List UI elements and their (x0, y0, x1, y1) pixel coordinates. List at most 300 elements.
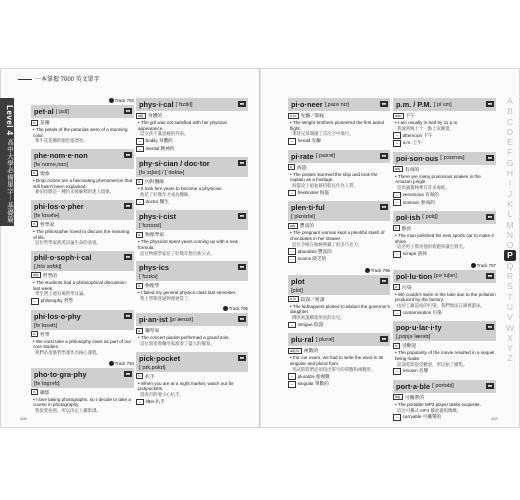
related-tag: ↔ (395, 200, 399, 205)
example-translation: 牽牛花花瓣的顏色很漂亮。 (35, 138, 88, 144)
headword: plot (291, 276, 305, 286)
exam-badge: ■■ (239, 214, 244, 219)
exam-badge: ■■ (125, 254, 130, 259)
headword-bar (136, 313, 248, 326)
dictionary-entry (31, 200, 134, 246)
cd-icon (365, 268, 370, 273)
example-translation: 我很愛拍照，所以決定上攝影課。 (35, 407, 101, 413)
related-tag: ↔ (138, 399, 142, 404)
alphabet-letter-m[interactable]: M (506, 219, 514, 230)
related-word (393, 192, 496, 199)
example-translation: 萊特兄弟開創了首次空中飛行。 (292, 131, 354, 137)
example-sentence: • It took him years to become a physician. (138, 186, 248, 192)
part-of-speech (136, 373, 248, 380)
exam-badge: ■■ (381, 153, 386, 158)
dictionary-entry (393, 380, 496, 421)
part-of-speech (288, 347, 390, 354)
dictionary-entry (136, 98, 248, 152)
example-sentence: • The man polished his new sports car to make it shine. (395, 233, 496, 244)
cd-icon (109, 98, 114, 103)
phonetic: [fəˈzɪʃən] / [ˈdɑktɚ] (136, 170, 248, 177)
related-word-text: mental 精神的 (145, 145, 175, 151)
related-tag: ↔ (33, 298, 37, 303)
part-of-speech (136, 231, 248, 238)
alphabet-letter-c[interactable]: C (506, 116, 514, 127)
pos-tag: n. (33, 171, 36, 176)
headword: plu·ral (291, 335, 314, 345)
pos-tag: adj. (395, 167, 401, 172)
part-of-speech (136, 282, 248, 289)
related-word (288, 256, 390, 263)
example-sentence: • Drop circles are a fascinating phenomenon that still hasn't been explained. (33, 178, 134, 189)
dictionary-column-2 (136, 98, 248, 410)
example-sentence: • The portable MP3 player tasks exquisite. (395, 402, 496, 408)
dictionary-entry (288, 150, 390, 197)
alphabet-letter-k[interactable]: K (507, 198, 513, 209)
alphabet-letter-l[interactable]: L (507, 209, 513, 220)
example-translation: 他花了好幾年才成為醫師。 (140, 192, 193, 198)
exam-badge: ■■ (381, 278, 386, 283)
example-sentence: • We couldn't swim in the lake due to the pollution produced by the factory. (395, 292, 496, 303)
dictionary-entry (393, 211, 496, 258)
alphabet-letter-n[interactable]: N (506, 229, 514, 240)
pos-tag: n. (138, 232, 141, 237)
headword-bar (136, 352, 248, 365)
phonetic: [,fɪləˈsɑfɪkḷ] (31, 264, 134, 271)
track-label (288, 268, 390, 273)
headword-bar (136, 157, 248, 170)
definition: 扒手 (145, 374, 155, 380)
headword: pi·an·ist (139, 315, 168, 325)
part-of-speech (31, 272, 134, 279)
pos-tag: adv. (395, 113, 402, 118)
book-title: 一本掌握 7000 英文單字 (18, 74, 100, 83)
dictionary-entry (136, 157, 248, 205)
dictionary-entry (288, 201, 390, 262)
alphabet-letter-e[interactable]: E (507, 137, 513, 148)
example-translation: 這台可攜式 MP3 播放器很精緻。 (397, 407, 462, 413)
page-number-right: 407 (491, 416, 498, 421)
related-word-text: doctor 醫生 (145, 198, 169, 204)
example-translation: 這位物理學家花了好幾年想出新公式。 (140, 250, 215, 256)
related-word (288, 138, 390, 145)
related-tag: ↔ (138, 199, 142, 204)
alphabet-letter-f[interactable]: F (507, 147, 513, 158)
part-of-speech (393, 284, 496, 291)
track-number: Track 797 (476, 262, 496, 268)
related-tag: ↔ (290, 256, 294, 261)
part-of-speech (136, 112, 248, 119)
alphabet-letter-q[interactable]: Q (506, 260, 514, 271)
related-word (288, 248, 390, 255)
related-word (31, 298, 134, 305)
definition: 陰謀／密謀 (300, 297, 325, 303)
headword: pol·ish (396, 212, 421, 222)
example-translation: 逛夜市時要小心扒手。 (140, 392, 184, 398)
related-word-text: philosophy 哲學 (40, 298, 74, 304)
definition: 污染 (402, 285, 412, 291)
related-tag: ↔ (395, 192, 399, 197)
headword: p.m. / P.M. (396, 100, 432, 109)
dictionary-entry (31, 149, 134, 195)
related-word (393, 251, 496, 258)
headword: phys·i·cal (139, 100, 174, 109)
exam-badge: ■■ (239, 102, 244, 106)
cd-icon (471, 263, 476, 268)
example-sentence: • For our exam, we had to write the word in its singular and plural form. (290, 355, 390, 366)
track-label (31, 361, 134, 366)
related-word (393, 310, 496, 317)
dictionary-entry (136, 352, 248, 406)
headword-bar (136, 98, 248, 111)
example-sentence: • The kidnappers plotted to abduct the governor's daughter. (290, 304, 390, 315)
phonetic: [pəˈluʃən] (434, 273, 457, 280)
exam-badge: ■■ (487, 325, 492, 330)
pos-tag: n. (395, 285, 398, 290)
part-of-speech (136, 327, 248, 334)
alphabet-letter-u[interactable]: U (506, 301, 514, 312)
related-word (136, 146, 248, 153)
headword-bar (136, 210, 248, 223)
related-word-text: renown 名聲 (402, 368, 429, 374)
definition: 物理學 (145, 284, 160, 290)
related-tag: ↔ (290, 190, 294, 195)
dictionary-entry (136, 210, 248, 256)
dictionary-column-1 (31, 98, 134, 418)
exam-badge: ■■ (125, 109, 130, 113)
exam-badge: ■■ (381, 337, 386, 342)
example-translation: 這名男子擦亮他的新跑車讓它發光。 (397, 244, 468, 250)
dictionary-entry (393, 270, 496, 317)
phonetic: [plɑt] (288, 288, 390, 295)
book-gutter (259, 68, 261, 428)
alphabet-letter-z[interactable]: Z (507, 353, 513, 364)
example-sentence: • There are many poisonous snakes in the Amazon jungle. (395, 174, 496, 185)
pos-tag: n./v. (290, 297, 297, 302)
phonetic: [ˈfɪzɪsɪst] (136, 223, 248, 230)
alphabet-letter-d[interactable]: D (506, 126, 514, 137)
example-sentence: • I love taking photographs, so I decide to take a course in photography. (33, 397, 134, 408)
related-word (288, 381, 390, 388)
related-word (136, 399, 248, 406)
phonetic: [piˈænɪst] (169, 316, 194, 323)
related-tag: ↔ (395, 415, 399, 420)
related-word-text: carryable 可攜帶的 (402, 414, 442, 420)
dictionary-entry (31, 310, 134, 356)
example-sentence: • The pregnant woman kept a plentiful stash of chocolates in her drawer. (290, 230, 390, 241)
dictionary-column-3 (288, 98, 390, 393)
phonetic: [fəˈnɑmə,nɑn] (31, 162, 134, 169)
alphabet-letter-g[interactable]: G (506, 157, 514, 168)
part-of-speech (136, 178, 248, 185)
part-of-speech (31, 331, 134, 338)
cd-icon (223, 306, 228, 311)
pos-tag: n. (138, 374, 141, 379)
exam-badge: ■■ (381, 205, 386, 210)
exam-badge: ■■ (125, 313, 130, 318)
related-tag: ↔ (138, 138, 142, 143)
level-label: Level 4 (5, 104, 14, 136)
dictionary-entry (136, 261, 248, 301)
headword: poi·son·ous (396, 153, 439, 163)
exam-badge: ■■ (239, 161, 244, 166)
part-of-speech (31, 221, 134, 228)
phonetic: [ˈportəbḷ] (432, 383, 454, 390)
phonetic: [ˈplɛntɪfəl] (288, 214, 390, 221)
headword-bar (31, 149, 134, 162)
related-tag: ↔ (290, 374, 294, 379)
pos-tag: n./v. (290, 113, 297, 118)
definition: 海盜 (297, 165, 307, 171)
related-word (393, 199, 496, 206)
dictionary-entry (31, 105, 134, 144)
definition: 攝影 (40, 390, 50, 396)
exam-badge: ■■ (125, 371, 130, 376)
exam-badge: ■■ (487, 273, 492, 278)
part-of-speech (288, 164, 390, 171)
headword: pol·lu·tion (396, 271, 433, 281)
headword-bar (393, 270, 496, 283)
phonetic: [ˈpɑlɪʃ] (422, 214, 438, 221)
related-tag: ↔ (395, 369, 399, 374)
headword: phys·ics (139, 263, 169, 273)
definition: 花瓣 (40, 121, 50, 126)
pos-tag: n. (138, 328, 141, 333)
alphabet-letter-j[interactable]: J (507, 188, 513, 199)
example-sentence: • The girl was not satisfied with her physical appearance. (138, 120, 248, 131)
definition: 複數的 (303, 349, 319, 355)
pos-tag: n. (290, 165, 293, 170)
phonetic: [ˈpaɪrət] (315, 153, 335, 160)
part-of-speech (393, 112, 496, 119)
alphabet-index (504, 96, 516, 364)
headword-bar (393, 380, 496, 393)
related-word-text: abundant 豐富的 (297, 248, 332, 254)
definition: 有毒的 (404, 167, 420, 173)
headword-bar (393, 152, 496, 165)
pos-tag: adj. (33, 273, 39, 278)
example-translation: 這位演奏會鋼琴家演奏了盛大的獨奏。 (140, 341, 215, 347)
example-translation: 亞馬遜叢林裡有許多毒蛇。 (397, 185, 450, 191)
related-word-text: scrape 刮掉 (402, 251, 427, 257)
definition: 豐富的 (299, 224, 315, 230)
dictionary-entry (288, 275, 390, 329)
headword: phys·i·cist (139, 212, 176, 222)
related-tag: ↔ (395, 140, 399, 145)
definition: 先驅／開拓 (300, 114, 325, 119)
headword: plen·ti·ful (291, 203, 325, 213)
dictionary-entry (393, 321, 496, 375)
example-sentence: • The physicist spent years coming up with a new formula. (138, 239, 248, 250)
exam-badge: ■■ (125, 152, 130, 157)
definition: 哲學 (40, 332, 50, 338)
related-word (393, 368, 496, 375)
headword: phe·nom·e·non (34, 150, 88, 160)
headword: pop·u·lar·i·ty (396, 323, 442, 333)
alphabet-letter-w[interactable]: W (505, 322, 515, 333)
example-translation: 這女孩不滿意她的外表。 (140, 131, 189, 137)
related-tag: ↔ (290, 322, 294, 327)
dictionary-entry (136, 313, 248, 346)
headword: port·a·ble (396, 381, 431, 391)
example-sentence: • The petals of the petunias were of a stunning color. (33, 127, 134, 138)
phonetic: [ˈfɪzɪkḷ] (175, 101, 193, 108)
headword-bar (288, 98, 390, 111)
headword: pet·al (34, 107, 54, 116)
related-word (288, 322, 390, 329)
related-tag: ↔ (290, 381, 294, 386)
related-word-text: nontoxic 無毒的 (402, 199, 435, 205)
alphabet-letter-v[interactable]: V (507, 312, 513, 323)
pos-tag: n. (138, 179, 141, 184)
dictionary-column-4 (393, 98, 496, 426)
headword-bar (393, 211, 496, 224)
alphabet-letter-h[interactable]: H (506, 168, 514, 179)
alphabet-letter-x[interactable]: X (507, 332, 513, 343)
part-of-speech (288, 296, 390, 303)
example-translation: 由於工廠造成的污染，我們無法在湖裡游泳。 (397, 303, 485, 308)
example-sentence: • The pirates stormed the ship and took the captain as a hostage. (290, 172, 390, 183)
pos-tag: n. (33, 120, 36, 125)
related-word-text: contamination 污染 (402, 309, 442, 315)
definition: 受歡迎 (402, 344, 417, 350)
related-tag: ↔ (138, 146, 142, 151)
headword-bar (31, 368, 134, 381)
alphabet-letter-i[interactable]: I (508, 178, 512, 189)
pos-tag: n. (138, 283, 141, 288)
alphabet-letter-p[interactable]: P (504, 250, 516, 260)
exam-badge: ■■ (239, 355, 244, 360)
definition: 內科醫師 (145, 180, 165, 186)
phonetic: [fəˈlɑsəfɪ] (31, 323, 134, 330)
related-word (393, 132, 496, 139)
dictionary-entry (31, 368, 134, 414)
headword: pi·o·neer (291, 100, 323, 109)
example-translation: 麥田怪圈是一種仍未被解釋的迷人現象。 (35, 189, 115, 195)
part-of-speech (288, 222, 390, 229)
alphabet-letter-a[interactable]: A (507, 96, 513, 106)
exam-badge: ■■ (487, 383, 492, 388)
related-word-text: singular 單數的 (297, 381, 329, 387)
alphabet-letter-r[interactable]: R (506, 271, 514, 282)
related-word-text: venomous 有毒的 (402, 191, 439, 197)
alphabet-letter-b[interactable]: B (507, 106, 513, 117)
exam-badge: ■■ (487, 214, 492, 219)
related-word (288, 373, 390, 380)
phonetic: [,pɑpjəˈlærətɪ] (393, 334, 496, 341)
pos-tag: v. (395, 226, 398, 231)
headword: pho·to·gra·phy (34, 369, 87, 379)
pos-tag: adj./n. (290, 348, 300, 353)
definition: 物理學家 (145, 233, 165, 239)
headword: pick·pocket (139, 353, 181, 363)
headword: pi·rate (291, 151, 314, 161)
related-word-text: pluralize 使複數 (297, 373, 330, 379)
definition: 身體的 (147, 114, 163, 119)
example-translation: 這部電影很受歡迎，所以拍了續集。 (397, 361, 468, 367)
alphabet-letter-o[interactable]: O (506, 240, 514, 251)
headword-bar (31, 105, 134, 118)
example-translation: 我上學期普通物理被當了。 (140, 295, 193, 301)
headword-bar (31, 251, 134, 264)
related-word-text: lifter 扒手 (145, 398, 165, 404)
headword-bar (288, 333, 390, 346)
example-translation: 我們必須修哲學課作為核心課程。 (35, 350, 101, 356)
alphabet-letter-y[interactable]: Y (507, 343, 513, 354)
example-sentence: • The concert pianist performed a grand solo. (138, 335, 248, 341)
pos-tag: n. (395, 343, 398, 348)
headword-bar (31, 200, 134, 213)
example-sentence: • I am usually in bed by 11 p.m. (395, 120, 496, 126)
example-sentence: • I failed my general physics class last semester. (138, 290, 248, 296)
definition: 現象 (40, 171, 50, 177)
dictionary-entry (393, 98, 496, 147)
example-translation: 我通常晚上十一點上床睡覺。 (397, 125, 455, 131)
exam-badge: ■■ (239, 265, 244, 270)
track-number: Track 795 (228, 306, 248, 312)
example-translation: 考試時我們必須寫出單字的單數和複數形。 (292, 366, 376, 372)
related-word (393, 140, 496, 147)
related-word-text: afternoon 下午 (402, 132, 433, 138)
definition: 哲學的 (42, 273, 58, 279)
definition: 可攜帶的 (404, 395, 424, 401)
exam-badge: ■■ (239, 317, 244, 322)
headword-bar (136, 261, 248, 274)
level-tab (0, 98, 14, 226)
definition: 哲學家 (40, 222, 55, 228)
exam-badge: ■■ (125, 203, 130, 208)
headword-bar (393, 98, 496, 111)
phonetic: [,paɪəˈnɪr] (324, 101, 350, 108)
example-translation: 這位孕婦在抽屜裡藏了很多巧克力。 (292, 241, 363, 247)
part-of-speech (288, 112, 390, 119)
phonetic: [ˈfɪzɪks] (136, 274, 248, 281)
definition: 擦亮 (401, 226, 412, 232)
pos-tag: n. (33, 222, 36, 227)
headword-bar (288, 150, 390, 163)
track-number: Track 794 (114, 360, 134, 366)
example-sentence: • The Wright brothers pioneered the first aerial flight. (290, 120, 390, 131)
phonetic: [ˈpɛtḷ] (55, 108, 69, 115)
headword-bar (393, 321, 496, 334)
headword: phy·si·cian / doc·tor (139, 159, 210, 169)
example-translation: 學生們上週有場哲學討論。 (35, 291, 88, 297)
related-word (136, 138, 248, 145)
part-of-speech (31, 170, 134, 177)
phonetic: [fəˈtɑgrəfɪ] (31, 381, 134, 388)
track-label (136, 306, 248, 311)
example-sentence: • When you are at a night market, watch out for pickpockets. (138, 381, 248, 392)
exam-badge: ■■ (487, 155, 492, 160)
alphabet-letter-t[interactable]: T (507, 291, 513, 302)
headword: phi·los·o·phy (34, 311, 81, 321)
related-word (136, 199, 248, 206)
pos-tag: adj. (138, 113, 144, 118)
headword-bar (288, 275, 390, 288)
related-word (288, 190, 390, 197)
related-tag: ↔ (395, 251, 399, 256)
pos-tag: n. (33, 332, 36, 337)
example-sentence: • The philosopher loved to discuss the meaning of life. (33, 229, 134, 240)
dictionary-entry (393, 152, 496, 206)
phonetic: [ˈpiˈɛm] (433, 101, 452, 108)
pos-tag: adj. (395, 395, 401, 400)
alphabet-letter-s[interactable]: S (507, 281, 513, 292)
headword-bar (31, 310, 134, 323)
related-tag: ↔ (395, 310, 399, 315)
part-of-speech (393, 166, 496, 173)
level-subtitle: 高中大學必備單字－基礎篇 (6, 139, 13, 224)
